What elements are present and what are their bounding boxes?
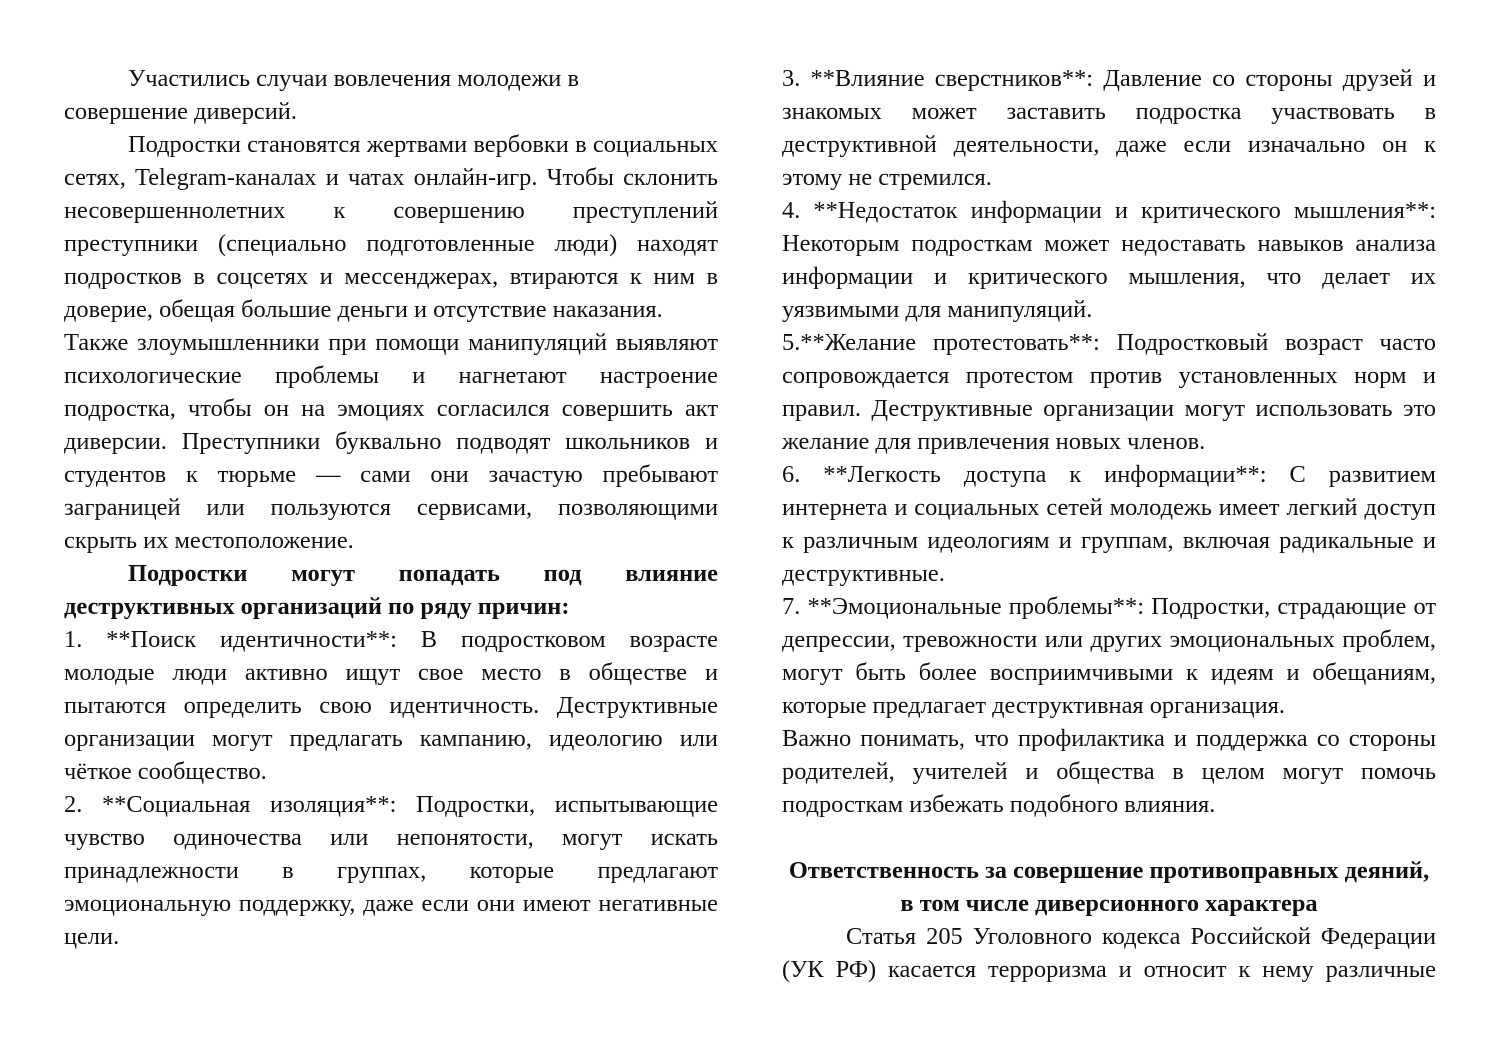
manipulation-paragraph: Также злоумышленники при помощи манипуляций выявляют психологические проблемы и нагнетают настроение подростка, чтобы он на эмоциях согласился совершить акт диверсии. Преступники буквально подводят школьников и студентов к тюрьме — сами они зачастую пребывают заграницей или пользуются сервисами, позволяющими скрыть их местоположение. bbox=[64, 329, 718, 554]
intro-line-1: Участились случаи вовлечения молодежи в bbox=[128, 65, 579, 92]
conclusion-paragraph: Важно понимать, что профилактика и поддержка со стороны родителей, учителей и общества в целом могут помочь подросткам избежать подобного влияния. bbox=[782, 725, 1436, 818]
article-205-paragraph: Статья 205 Уголовного кодекса Российской Федерации (УК РФ) касается терроризма и относит к нему различные bbox=[782, 923, 1436, 983]
left-column bbox=[64, 62, 718, 953]
liability-heading bbox=[782, 854, 1436, 920]
liability-heading-line-1: Ответственность за совершение противоправных деяний, bbox=[788, 857, 1430, 884]
reason-item-1: 1. **Поиск идентичности**: В подростковом возрасте молодые люди активно ищут свое место в обществе и пытаются определить свою идентичность. Деструктивные организации могут предлагать кампанию, идеологию или чёткое сообщество. bbox=[64, 626, 718, 785]
section-spacer bbox=[782, 821, 1436, 854]
reason-item-6: 6. **Легкость доступа к информации**: С развитием интернета и социальных сетей молодежь имеет легкий доступ к различным идеологиям и группам, включая радикальные и деструктивные. bbox=[782, 461, 1436, 587]
reason-item-4: 4. **Недостаток информации и критического мышления**: Некоторым подросткам может недоставать навыков анализа информации и критического мышления, что делает их уязвимыми для манипуляций. bbox=[782, 197, 1436, 323]
intro-paragraph bbox=[64, 62, 718, 95]
right-column bbox=[782, 62, 1436, 986]
liability-heading-line-2: в том числе диверсионного характера bbox=[900, 890, 1318, 917]
reason-item-5: 5.**Желание протестовать**: Подростковый возраст часто сопровождается протестом против установленных норм и правил. Деструктивные организации могут использовать это желание для привлечения новых членов. bbox=[782, 329, 1436, 455]
reason-item-3: 3. **Влияние сверстников**: Давление со стороны друзей и знакомых может заставить подростка участвовать в деструктивной деятельности, даже если изначально он к этому не стремился. bbox=[782, 65, 1436, 191]
reason-item-7: 7. **Эмоциональные проблемы**: Подростки, страдающие от депрессии, тревожности или других эмоциональных проблем, могут быть более восприимчивыми к идеям и обещаниям, которые предлагает деструктивная организация. bbox=[782, 593, 1436, 719]
intro-line-2: совершение диверсий. bbox=[64, 98, 297, 125]
reasons-heading: Подростки могут попадать под влияние деструктивных организаций по ряду причин: bbox=[64, 560, 718, 620]
reason-item-2: 2. **Социальная изоляция**: Подростки, испытывающие чувство одиночества или непонятости, могут искать принадлежности в группах, которые предлагают эмоциональную поддержку, даже если они имеют негативные цели. bbox=[64, 791, 718, 950]
recruitment-paragraph: Подростки становятся жертвами вербовки в социальных сетях, Telegram-каналах и чатах онлайн-игр. Чтобы склонить несовершеннолетних к совершению преступлений преступники (специально подготовленные люди) находят подростков в соцсетях и мессенджерах, втираются к ним в доверие, обещая большие деньги и отсутствие наказания. bbox=[64, 131, 718, 323]
intro-paragraph-continuation bbox=[64, 95, 718, 128]
